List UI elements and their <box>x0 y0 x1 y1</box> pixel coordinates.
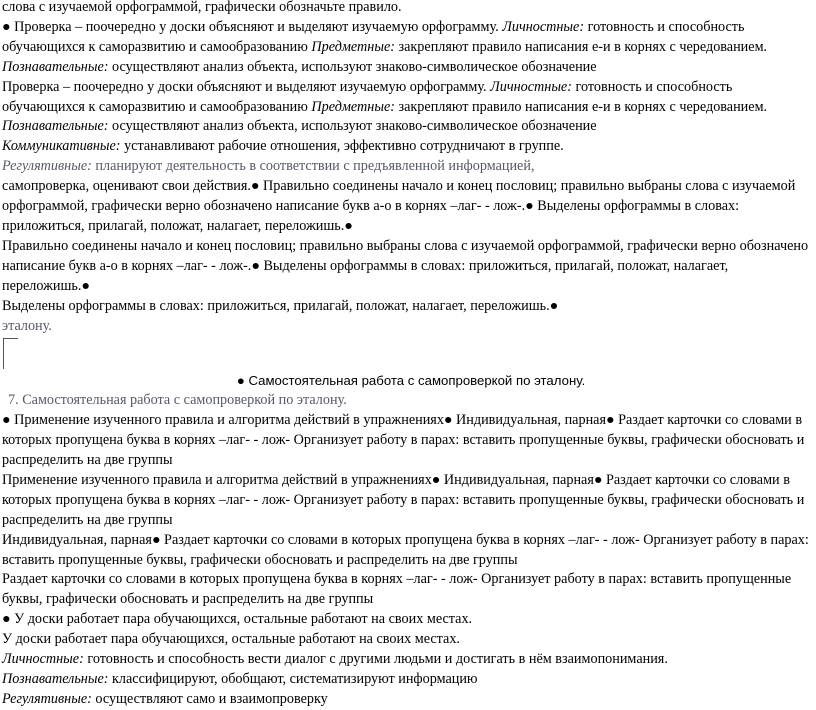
vydeleny-paragraph: Выделены орфограммы в словах: приложиться, прилагай, положат, налагает, переложишь.● <box>2 297 559 314</box>
label-regulyativnye: Регулятивные: <box>2 158 92 175</box>
document-page <box>2 0 814 710</box>
samoproverka-paragraph: самопроверка, оценивают свои действия.● Правильно соединены начало и конец пословиц; правильно выбраны слова с изучаемой орфограммой, графически верно обозначено написание букв а-о в корнях –лаг- - лож-.● Выделены орфограммы в словах: приложиться, прилагай, положат, налагает, переложишь.● <box>2 178 796 234</box>
label-predmetnye: Предметные: <box>311 98 395 115</box>
text-line: слова с изучаемой орфограммой, графически обозначьте правило. <box>2 0 402 15</box>
item-7-line: 7. Самостоятельная работа с самопроверкой по эталону. <box>8 392 347 409</box>
label-kommunikativnye: Коммуникативные: <box>2 138 121 155</box>
table-cell-border <box>3 338 18 369</box>
regulyativnye-line-2: Регулятивные: осуществляют само и взаимопроверку <box>2 690 328 707</box>
label-poznavatelnye: Познавательные: <box>2 671 109 687</box>
doska-line-1: ● У доски работает пара обучающихся, остальные работают на своих местах. <box>2 611 473 628</box>
samost-center-line: ● Самостоятельная работа с самопроверкой по эталону. <box>236 373 586 389</box>
check-paragraph-2: Проверка – поочередно у доски объясняют и выделяют изучаемую орфограмму. Личностные: готовность и способность обучающихся к саморазвитию и самообразованию Предметные: закрепляют правило написания е-и в корнях с чередованием. Познавательные: осуществляют анализ объекта, используют знаково-символическое обозначение <box>2 78 768 135</box>
label-poznavatelnye: Познавательные: <box>2 58 109 75</box>
kommunikativnye-line: Коммуникативные: устанавливают рабочие отношения, эффективно сотрудничают в группе. <box>2 138 564 155</box>
etalon-line: эталону. <box>2 317 52 334</box>
label-predmetnye: Предметные: <box>311 38 395 55</box>
razdaet-paragraph: Раздает карточки со словами в которых пропущена буква в корнях –лаг- - лож- Организует работу в парах: вставить пропущенные буквы, графически обосновать и распределить на две группы <box>2 571 792 608</box>
pravilno-paragraph: Правильно соединены начало и конец пословиц; правильно выбраны слова с изучаемой орфограммой, графически верно обозначено написание букв а-о в корнях –лаг- - лож-.● Выделены орфограммы в словах: приложиться, прилагай, положат, налагает, переложишь.● <box>2 237 809 294</box>
check-paragraph-1: ● Проверка – поочередно у доски объясняют и выделяют изучаемую орфограмму. Личностные: готовность и способность обучающихся к саморазвитию и самообразованию Предметные: закрепляют правило написания е-и в корнях с чередованием. Познавательные: осуществляют анализ объекта, используют знаково-символическое обозначение <box>2 18 768 75</box>
label-lichnostnye: Личностные: <box>490 78 572 95</box>
label-poznavatelnye: Познавательные: <box>2 118 109 135</box>
label-lichnostnye: Личностные: <box>502 18 585 35</box>
individ-paragraph: Индивидуальная, парная● Раздает карточки со словами в которых пропущена буква в корнях –лаг- - лож- Организует работу в парах: вставить пропущенные буквы, графически обосновать и распределить на две группы <box>2 531 809 568</box>
regulyativnye-line: Регулятивные: планируют деятельность в соответствии с предъявленной информацией, <box>2 158 535 175</box>
doska-line-2: У доски работает пара обучающихся, остальные работают на своих местах. <box>2 631 460 648</box>
label-regulyativnye: Регулятивные: <box>2 690 92 707</box>
primenenie-paragraph-1: ● Применение изученного правила и алгоритма действий в упражнениях● Индивидуальная, парная● Раздает карточки со словами в которых пропущена буква в корнях –лаг- - лож- Организует работу в парах: вставить пропущенные буквы, графически обосновать и распределить на две группы <box>2 412 805 469</box>
lichnostnye-line-2: Личностные: готовность и способность вести диалог с другими людьми и достигать в нём взаимопонимания. <box>2 651 668 668</box>
poznavatelnye-line-2: Познавательные: классифицируют, обобщают, систематизируют информацию <box>2 671 478 687</box>
label-lichnostnye: Личностные: <box>2 651 84 668</box>
primenenie-paragraph-2: Применение изученного правила и алгоритма действий в упражнениях● Индивидуальная, парная● Раздает карточки со словами в которых пропущена буква в корнях –лаг- - лож- Организует работу в парах: вставить пропущенные буквы, графически обосновать и распределить на две группы <box>2 471 805 528</box>
